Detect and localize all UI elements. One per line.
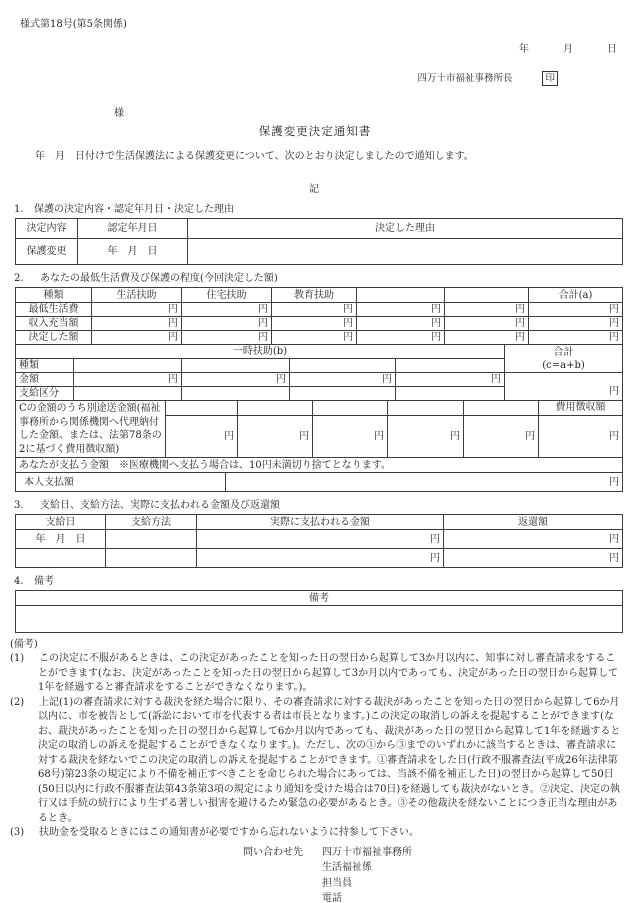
yen-cell: 円 bbox=[357, 303, 445, 317]
payment-note-table bbox=[15, 457, 623, 473]
section2-heading bbox=[14, 272, 622, 285]
temp-aid-amount-label: 金額 bbox=[16, 373, 74, 387]
temp-aid-type-cell bbox=[396, 359, 505, 373]
row-label-minimum-cost: 最低生活費 bbox=[16, 303, 92, 317]
decision-table-header-date: 認定年月日 bbox=[78, 219, 188, 239]
yen-cell: 円 bbox=[238, 415, 313, 458]
yen-cell: 円 bbox=[464, 415, 539, 458]
footnote-item bbox=[10, 696, 622, 827]
contact-office: 四万十市福祉事務所 bbox=[322, 846, 412, 858]
section2-title: あなたの最低生活費及び保護の程度(今回決定した額) bbox=[40, 273, 278, 284]
yen-cell: 円 bbox=[92, 303, 182, 317]
section4-title: 備考 bbox=[34, 576, 54, 587]
contact-section: 生活福祉係 bbox=[322, 862, 372, 873]
contact-block bbox=[243, 845, 630, 903]
remittance-table bbox=[15, 400, 623, 458]
addressee-honorific: 様 bbox=[114, 108, 124, 119]
section1-number: 1. bbox=[14, 204, 24, 215]
yen-cell: 円 bbox=[529, 331, 623, 345]
section4-number: 4. bbox=[14, 576, 24, 587]
col-header-payment-date: 支給日 bbox=[16, 515, 106, 530]
temporary-aid-table bbox=[15, 344, 623, 401]
temp-aid-type-label: 種類 bbox=[16, 359, 74, 373]
yen-cell: 円 bbox=[444, 530, 623, 549]
yen-cell: 円 bbox=[197, 530, 444, 549]
section1-heading bbox=[14, 203, 622, 216]
payment-method-cell bbox=[106, 530, 197, 549]
temp-aid-category-cell bbox=[290, 387, 396, 401]
yen-cell: 円 bbox=[92, 331, 182, 345]
remittance-top-cell bbox=[313, 401, 388, 416]
intro-text: 年 月 日付けで生活保護法による保護変更について、次のとおり決定しましたので通知します。 bbox=[35, 151, 474, 162]
yen-cell: 円 bbox=[182, 303, 272, 317]
decision-content-cell: 保護変更 bbox=[16, 239, 78, 265]
remittance-top-cell bbox=[464, 401, 539, 416]
row-label-decided-amount: 決定した額 bbox=[16, 331, 92, 345]
yen-cell: 円 bbox=[92, 317, 182, 331]
footnotes bbox=[10, 638, 622, 841]
col-header-kyoiku: 教育扶助 bbox=[272, 288, 357, 303]
ki-separator: 記 bbox=[309, 184, 321, 195]
yen-cell: 円 bbox=[182, 373, 290, 387]
yen-cell: 円 bbox=[445, 303, 529, 317]
yen-cell: 円 bbox=[272, 331, 357, 345]
temporary-aid-header: 一時扶助(b) bbox=[16, 345, 505, 359]
self-payment-table bbox=[15, 472, 623, 492]
remarks-table bbox=[15, 590, 623, 633]
total-c-line2: (c=a+b) bbox=[542, 359, 585, 371]
yen-cell: 円 bbox=[539, 415, 623, 458]
seal-stamp: 印 bbox=[542, 71, 558, 86]
remittance-top-cell bbox=[238, 401, 313, 416]
yen-cell: 円 bbox=[74, 373, 182, 387]
temp-aid-type-cell bbox=[290, 359, 396, 373]
yen-cell: 円 bbox=[272, 303, 357, 317]
yen-cell: 円 bbox=[313, 415, 388, 458]
document-title: 保護変更決定通知書 bbox=[258, 124, 372, 138]
contact-staff: 担当員 bbox=[322, 877, 352, 889]
section4-heading bbox=[14, 575, 622, 588]
temp-aid-category-cell bbox=[182, 387, 290, 401]
decision-table-header-reason: 決定した理由 bbox=[188, 219, 623, 239]
temp-aid-category-cell bbox=[74, 387, 182, 401]
issue-date-line: 年 月 日 bbox=[519, 44, 618, 55]
payment-schedule-table bbox=[15, 514, 623, 568]
yen-cell: 円 bbox=[357, 331, 445, 345]
col-header-payment-method: 支給方法 bbox=[106, 515, 197, 530]
footnote-number: (1) bbox=[10, 653, 25, 664]
row-label-income-allotment: 収入充当額 bbox=[16, 317, 92, 331]
yen-cell: 円 bbox=[166, 415, 238, 458]
remittance-label: Cの金額のうち別途送金額(福祉事務所から関係機関へ代理納付した金額、または、法第78条の2に基づく費用徴収額) bbox=[16, 401, 166, 458]
yen-cell: 円 bbox=[445, 317, 529, 331]
remittance-top-cell bbox=[166, 401, 238, 416]
col-header-total-a: 合計(a) bbox=[529, 288, 623, 303]
temp-aid-category-label: 支給区分 bbox=[16, 387, 74, 401]
col-header-blank2 bbox=[445, 288, 529, 303]
yen-cell: 円 bbox=[357, 317, 445, 331]
footnote-item bbox=[10, 826, 622, 841]
total-c-yen-cell: 円 bbox=[505, 373, 623, 401]
yen-cell: 円 bbox=[290, 373, 396, 387]
yen-cell: 円 bbox=[272, 317, 357, 331]
issuer-title: 四万十市福祉事務所長 bbox=[417, 73, 513, 84]
contact-label: 問い合わせ先 bbox=[243, 846, 303, 858]
payment-note-cell: あなたが支払う金額 ※医療機関へ支払う場合は、10円未満切り捨てとなります。 bbox=[16, 458, 623, 473]
remarks-header: 備考 bbox=[16, 591, 623, 606]
footnote-number: (3) bbox=[10, 827, 25, 838]
yen-cell: 円 bbox=[444, 549, 623, 568]
contact-row bbox=[243, 845, 630, 861]
yen-cell: 円 bbox=[529, 303, 623, 317]
temp-aid-category-cell bbox=[396, 387, 505, 401]
total-c-header bbox=[505, 345, 623, 373]
section2-number: 2. bbox=[14, 273, 24, 284]
yen-cell: 円 bbox=[388, 415, 464, 458]
footnote-item bbox=[10, 652, 622, 696]
temp-aid-type-cell bbox=[74, 359, 182, 373]
temp-aid-type-cell bbox=[182, 359, 290, 373]
payment-method-cell bbox=[106, 549, 197, 568]
col-header-type: 種類 bbox=[16, 288, 92, 303]
col-header-jutaku: 住宅扶助 bbox=[182, 288, 272, 303]
section3-heading bbox=[14, 499, 622, 512]
issuer-line bbox=[0, 71, 630, 86]
section3-number: 3. bbox=[14, 500, 24, 511]
yen-cell: 円 bbox=[396, 373, 505, 387]
section1-title: 保護の決定内容・認定年月日・決定した理由 bbox=[34, 204, 234, 215]
payment-date-cell: 年 月 日 bbox=[16, 530, 106, 549]
contact-phone: 電話 bbox=[322, 893, 342, 903]
col-header-seikatsu: 生活扶助 bbox=[92, 288, 182, 303]
yen-cell: 円 bbox=[182, 317, 272, 331]
footnote-text: この決定に不服があるときは、この決定があったことを知った日の翌日から起算して3か月以内に、知事に対し審査請求をすることができます(なお、決定があったことを知った日の翌日から起算して3か月以内であっても、決定があった日の翌日から起算して1年を経過すると審査請求をすることができなくなります。)。 bbox=[38, 653, 618, 693]
self-payment-yen-cell: 円 bbox=[226, 473, 623, 492]
remittance-top-cell bbox=[388, 401, 464, 416]
col-header-blank1 bbox=[357, 288, 445, 303]
fee-collection-header: 費用徴収額 bbox=[539, 401, 623, 416]
remarks-body-cell bbox=[16, 606, 623, 633]
footnote-number: (2) bbox=[10, 696, 25, 708]
col-header-actual-amount: 実際に支払われる金額 bbox=[197, 515, 444, 530]
decision-reason-cell bbox=[188, 239, 623, 265]
payment-date-cell bbox=[16, 549, 106, 568]
yen-cell: 円 bbox=[445, 331, 529, 345]
form-number: 様式第18号(第5条関係) bbox=[20, 19, 127, 30]
yen-cell: 円 bbox=[529, 317, 623, 331]
footnote-text: 上記(1)の審査請求に対する裁決を経た場合に限り、その審査請求に対する裁決があったことを知った日の翌日から起算して6か月以内に、市を被告として(訴訟において市を代表する者は市長となります。)この決定の取消しの訴えを提起することができます(なお、裁決があったことを知った日の翌日から起算して6か月以内であっても、裁決があった日の翌日から起算して1年を経過すると決定の取消しの訴えを提起することができなくなります。)。ただし、次の①から③までのいずれかに該当するときは、審査請求に対する裁決を経ないでこの決定の取消しの訴えを提起することができます。①審査請求をした日(行政不服審査法(平成26年法律第68号)第23条の規定により不備を補正すべきことを命じられた場合にあっては、当該不備を補正した日)の翌日から起算して50日(50日以内に行政不服審査法第43条第3項の規定により通知を受けた場合は70日)を経過しても裁決がないとき。②決定、決定の執行又は手続の続行により生ずる著しい損害を避けるため緊急の必要があるとき。③その他裁決を経ないことにつき正当な理由があるとき。 bbox=[38, 696, 621, 824]
decision-date-cell: 年 月 日 bbox=[78, 239, 188, 265]
self-payment-label: 本人支払額 bbox=[16, 473, 226, 492]
yen-cell: 円 bbox=[197, 549, 444, 568]
decision-table-header-content: 決定内容 bbox=[16, 219, 78, 239]
yen-cell: 円 bbox=[182, 331, 272, 345]
col-header-refund: 返還額 bbox=[444, 515, 623, 530]
decision-table bbox=[15, 218, 623, 265]
footnote-text: 扶助金を受取るときにはこの通知書が必要ですから忘れないように持参して下さい。 bbox=[39, 827, 419, 838]
livelihood-table bbox=[15, 287, 623, 345]
footnotes-label: (備考) bbox=[10, 639, 38, 650]
total-c-line1: 合計 bbox=[553, 346, 574, 358]
section3-title: 支給日、支給方法、実際に支払われる金額及び返還額 bbox=[40, 500, 280, 511]
